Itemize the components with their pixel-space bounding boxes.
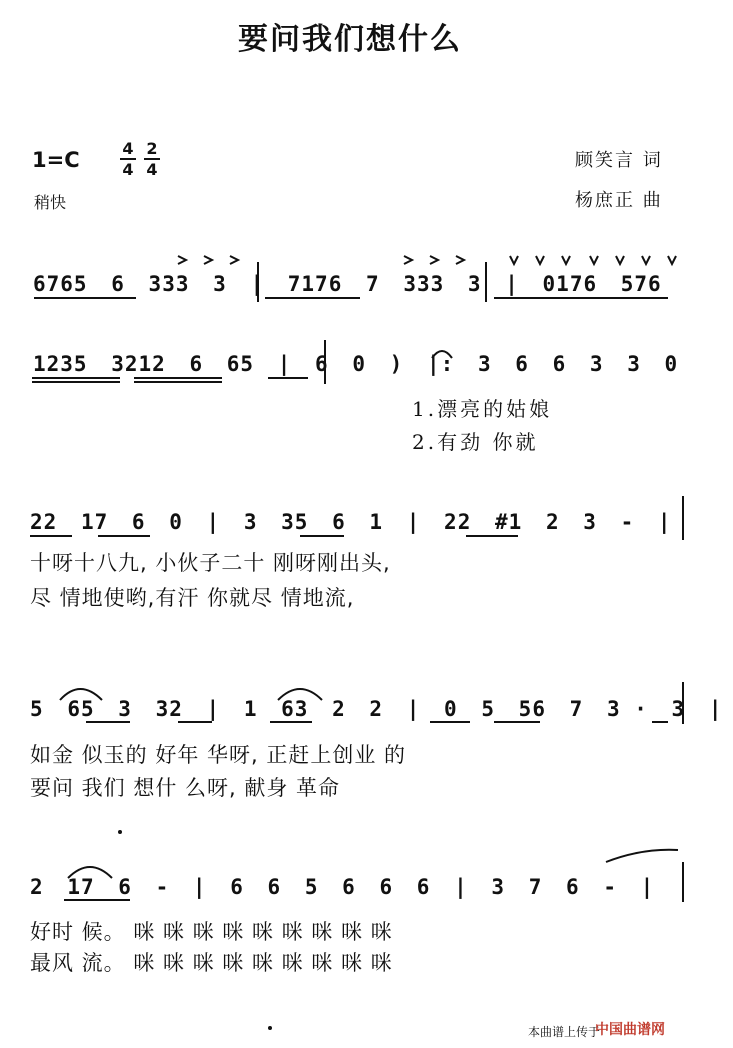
lyric-row-3-b: 尽 情地使哟,有汗 你就尽 情地流,: [30, 586, 355, 610]
note-group: 333: [148, 272, 190, 296]
accent-mark: [456, 256, 464, 264]
note: 0: [352, 352, 367, 376]
dotted-note: 3 ·: [606, 697, 648, 721]
staccato-mark: [642, 256, 650, 264]
staccato-mark: [510, 256, 518, 264]
note: 5: [481, 697, 496, 721]
bracket: ): [389, 352, 404, 376]
note-group: 22: [30, 510, 58, 534]
dash: -: [620, 510, 635, 534]
slur: [68, 867, 112, 878]
note: 3: [583, 510, 597, 534]
note: 0: [444, 697, 458, 721]
note: 6: [131, 510, 146, 534]
note-group: 3212: [111, 352, 166, 376]
note: 1: [369, 510, 384, 534]
slur: [432, 351, 452, 358]
note: 6: [416, 875, 431, 899]
bar-line: |: [708, 697, 723, 721]
dash: -: [603, 875, 617, 899]
repeat-sign: |:: [426, 352, 455, 376]
lyric-row-3-a: 十呀十八九, 小伙子二十 刚呀刚出头,: [30, 551, 391, 575]
note-group: 17: [80, 510, 109, 534]
note: 2: [545, 510, 560, 534]
meter-b-top: 2: [146, 139, 158, 158]
accent-mark: [230, 256, 238, 264]
song-title: 要问我们想什么: [238, 22, 462, 57]
note-group: 6765: [33, 272, 88, 296]
note: 3: [243, 510, 258, 534]
note: 3: [627, 352, 641, 376]
dash: -: [155, 875, 170, 899]
bar-line: |: [406, 697, 421, 721]
meter-a-top: 4: [122, 139, 134, 158]
note: 5: [30, 697, 44, 721]
note-group: 576: [620, 272, 662, 296]
bar-line: |: [657, 510, 672, 534]
note: 6: [189, 352, 204, 376]
staccato-mark: [590, 256, 598, 264]
note: 2: [332, 697, 346, 721]
note-group: 35: [281, 510, 309, 534]
note: 7: [366, 272, 380, 296]
key-signature: 1=C: [32, 148, 80, 172]
meter-b-bottom: 4: [146, 160, 158, 179]
bar-line: |: [206, 697, 221, 721]
note-group: 17: [67, 875, 95, 899]
note-group: 32: [155, 697, 183, 721]
bar-line: |: [277, 352, 292, 376]
note: 6: [118, 875, 132, 899]
note: 6: [342, 875, 356, 899]
note-group: 56: [518, 697, 546, 721]
tie: [606, 850, 678, 862]
note: 2: [369, 697, 384, 721]
dot: [268, 1026, 272, 1030]
note-group: 63: [281, 697, 309, 721]
staccato-mark: [562, 256, 570, 264]
note: 6: [230, 875, 244, 899]
staccato-mark: [536, 256, 544, 264]
note: 0: [664, 352, 679, 376]
verse-2-lyric: 2.有劲 你就: [412, 430, 539, 454]
accent-mark: [430, 256, 438, 264]
note: 1: [243, 697, 258, 721]
bar-line: |: [505, 272, 519, 296]
staccato-mark: [668, 256, 676, 264]
lyricist-credit: 顾笑言 词: [575, 150, 663, 171]
bar-line: |: [206, 510, 221, 534]
accent-mark: [404, 256, 412, 264]
slur: [278, 689, 322, 700]
note: 0: [169, 510, 183, 534]
site-logo: 中国曲谱网: [595, 1022, 665, 1038]
note: 3: [467, 272, 482, 296]
note: 3: [213, 272, 227, 296]
lyric-row-4-a: 如金 似玉的 好年 华呀, 正赶上创业 的: [30, 743, 407, 767]
note-group: 22: [444, 510, 472, 534]
note: 3: [118, 697, 132, 721]
bar-line: |: [454, 875, 468, 899]
note: 6: [315, 352, 329, 376]
composer-credit: 杨庶正 曲: [575, 190, 663, 211]
note: 7: [569, 697, 584, 721]
note: 6: [111, 272, 125, 296]
note: 6: [379, 875, 394, 899]
note-group: 65: [67, 697, 95, 721]
note: 3: [491, 875, 506, 899]
note: 7: [528, 875, 543, 899]
note: 3: [671, 697, 686, 721]
lyric-row-5-b: 最风 流。 咪 咪 咪 咪 咪 咪 咪 咪 咪: [30, 951, 393, 975]
note-group: 7176: [287, 272, 343, 296]
note: 6: [515, 352, 529, 376]
note: 3: [589, 352, 604, 376]
note-group: 1235: [33, 352, 88, 376]
footer-note: 本曲谱上传于: [527, 1025, 600, 1039]
slur: [60, 689, 102, 700]
note: #1: [495, 510, 523, 534]
lyric-row-5-a: 好时 候。 咪 咪 咪 咪 咪 咪 咪 咪 咪: [30, 920, 393, 944]
note-group: 0176: [542, 272, 598, 296]
accent-mark: [204, 256, 212, 264]
note: 6: [566, 875, 580, 899]
note-group: 333: [403, 272, 445, 296]
note: 2: [30, 875, 44, 899]
dot: [118, 830, 122, 834]
note: 6: [267, 875, 282, 899]
bar-line: |: [406, 510, 421, 534]
note: 5: [304, 875, 319, 899]
note-group: 65: [226, 352, 255, 376]
bar-line: |: [640, 875, 655, 899]
lyric-row-4-b: 要问 我们 想什 么呀, 献身 革命: [30, 776, 341, 800]
note: 3: [477, 352, 492, 376]
accent-mark: [178, 256, 186, 264]
verse-1-lyric: 1.漂亮的姑娘: [412, 397, 553, 421]
note: 6: [332, 510, 346, 534]
bar-line: |: [250, 272, 265, 296]
note: 6: [552, 352, 567, 376]
meter-a-bottom: 4: [122, 160, 134, 179]
bar-line: |: [192, 875, 207, 899]
staccato-mark: [616, 256, 624, 264]
tempo-marking: 稍快: [34, 193, 67, 212]
